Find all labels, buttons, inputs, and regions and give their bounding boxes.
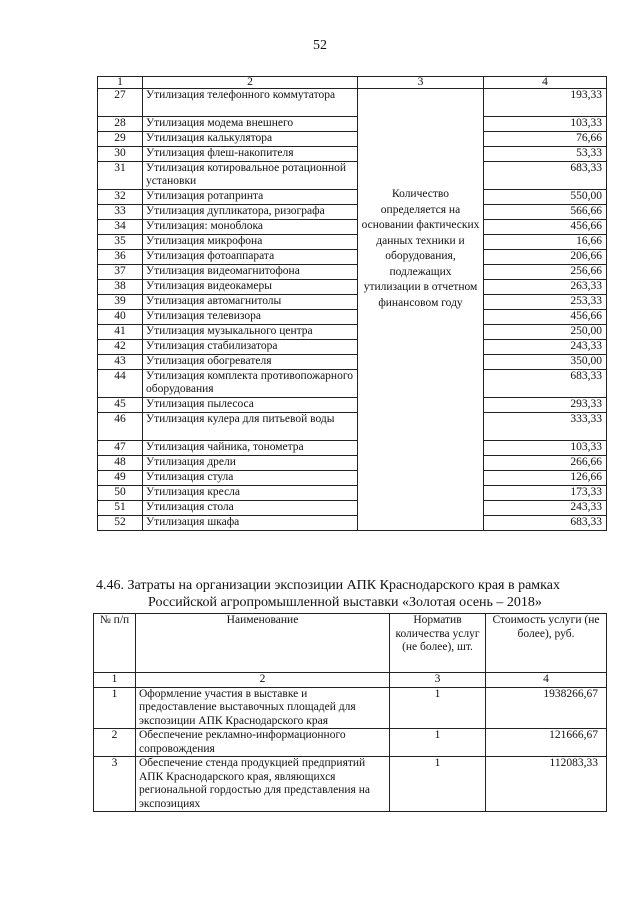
row-number: 43: [98, 355, 143, 370]
table-row: [94, 687, 607, 729]
row-name: Обеспечение стенда продукцией предприятий АПК Краснодарского края, являющихся региональной гордостью для представления на экспозициях: [136, 757, 390, 812]
row-value: 266,66: [484, 456, 607, 471]
table-row: [98, 117, 607, 132]
row-value: 256,66: [484, 265, 607, 280]
table-row: [98, 355, 607, 370]
row-number: 29: [98, 132, 143, 147]
row-name: Утилизация дупликатора, ризографа: [143, 205, 358, 220]
row-number: 37: [98, 265, 143, 280]
row-name: Утилизация: моноблока: [143, 220, 358, 235]
header-cost: Стоимость услуги (не более), руб.: [486, 614, 607, 673]
row-name: Утилизация котировальное ротационной установки: [143, 162, 358, 190]
table-row: [94, 757, 607, 812]
row-value: 350,00: [484, 355, 607, 370]
table-row: [98, 471, 607, 486]
row-name: Утилизация видеомагнитофона: [143, 265, 358, 280]
table-row: [98, 441, 607, 456]
row-cost: 1938266,67: [486, 687, 607, 729]
row-name: Утилизация видеокамеры: [143, 280, 358, 295]
section-title-line2: Российской агропромышленной выставки «Золотая осень – 2018»: [148, 595, 542, 610]
row-number: 50: [98, 486, 143, 501]
row-value: 683,33: [484, 370, 607, 398]
table-row: [98, 516, 607, 531]
row-name: Утилизация флеш-накопителя: [143, 147, 358, 162]
row-name: Утилизация телевизора: [143, 310, 358, 325]
table-row: [94, 729, 607, 757]
row-value: 16,66: [484, 235, 607, 250]
index-cell: 3: [390, 673, 486, 688]
row-number: 39: [98, 295, 143, 310]
table-row: [98, 501, 607, 516]
row-number: 31: [98, 162, 143, 190]
row-value: 250,00: [484, 325, 607, 340]
table-row: [98, 398, 607, 413]
row-name: Утилизация микрофона: [143, 235, 358, 250]
row-name: Утилизация чайника, тонометра: [143, 441, 358, 456]
table-row: [98, 265, 607, 280]
row-number: 49: [98, 471, 143, 486]
table-row: [98, 162, 607, 190]
row-value: 683,33: [484, 516, 607, 531]
table-row: [98, 89, 607, 117]
row-name: Утилизация телефонного коммутатора: [143, 89, 358, 117]
header-quantity: Норматив количества услуг (не более), шт.: [390, 614, 486, 673]
row-value: 173,33: [484, 486, 607, 501]
row-value: 566,66: [484, 205, 607, 220]
row-value: 683,33: [484, 162, 607, 190]
row-name: Утилизация стула: [143, 471, 358, 486]
table-row: [98, 132, 607, 147]
row-number: 36: [98, 250, 143, 265]
table2-index-row: [94, 673, 607, 688]
row-value: 53,33: [484, 147, 607, 162]
table1-header-row: [98, 77, 607, 89]
row-value: 333,33: [484, 413, 607, 441]
table-row: [98, 310, 607, 325]
header-cell: 4: [484, 77, 607, 89]
row-value: 193,33: [484, 89, 607, 117]
row-name: Утилизация стабилизатора: [143, 340, 358, 355]
row-name: Утилизация пылесоса: [143, 398, 358, 413]
index-cell: 2: [136, 673, 390, 688]
row-name: Утилизация фотоаппарата: [143, 250, 358, 265]
header-cell: 2: [143, 77, 358, 89]
table-row: [98, 280, 607, 295]
row-value: 456,66: [484, 220, 607, 235]
row-number: 47: [98, 441, 143, 456]
row-name: Утилизация кресла: [143, 486, 358, 501]
row-number: 32: [98, 190, 143, 205]
disposal-costs-table: [97, 76, 607, 531]
table-row: [98, 250, 607, 265]
row-number: 33: [98, 205, 143, 220]
row-name: Утилизация музыкального центра: [143, 325, 358, 340]
row-value: 263,33: [484, 280, 607, 295]
row-number: 42: [98, 340, 143, 355]
row-value: 253,33: [484, 295, 607, 310]
row-number: 2: [94, 729, 136, 757]
row-cost: 121666,67: [486, 729, 607, 757]
row-name: Оформление участия в выставке и предоставление выставочных площадей для экспозиции АПК Краснодарского края: [136, 687, 390, 729]
row-number: 44: [98, 370, 143, 398]
header-name: Наименование: [136, 614, 390, 673]
row-value: 293,33: [484, 398, 607, 413]
page-number: 52: [313, 38, 327, 53]
table-row: [98, 220, 607, 235]
table-row: [98, 147, 607, 162]
row-number: 51: [98, 501, 143, 516]
row-number: 45: [98, 398, 143, 413]
table-row: [98, 340, 607, 355]
row-name: Утилизация ротапринта: [143, 190, 358, 205]
row-quantity: 1: [390, 729, 486, 757]
row-value: 243,33: [484, 340, 607, 355]
row-value: 76,66: [484, 132, 607, 147]
row-number: 38: [98, 280, 143, 295]
row-number: 30: [98, 147, 143, 162]
row-number: 34: [98, 220, 143, 235]
row-name: Утилизация автомагнитолы: [143, 295, 358, 310]
header-cell: 1: [98, 77, 143, 89]
row-name: Утилизация кулера для питьевой воды: [143, 413, 358, 441]
row-number: 3: [94, 757, 136, 812]
table-row: [98, 413, 607, 441]
table-row: [98, 235, 607, 250]
table-row: [98, 325, 607, 340]
row-number: 35: [98, 235, 143, 250]
row-value: 456,66: [484, 310, 607, 325]
row-value: 103,33: [484, 117, 607, 132]
row-name: Утилизация комплекта противопожарного оборудования: [143, 370, 358, 398]
row-number: 48: [98, 456, 143, 471]
row-name: Утилизация стола: [143, 501, 358, 516]
row-number: 27: [98, 89, 143, 117]
row-number: 52: [98, 516, 143, 531]
header-cell: 3: [358, 77, 484, 89]
row-name: Утилизация модема внешнего: [143, 117, 358, 132]
table2-header-row: [94, 614, 607, 673]
row-value: 103,33: [484, 441, 607, 456]
table-row: [98, 205, 607, 220]
exhibition-costs-table: [93, 613, 607, 812]
section-title-line1: 4.46. Затраты на организации экспозиции АПК Краснодарского края в рамках: [96, 578, 560, 593]
row-number: 40: [98, 310, 143, 325]
table-row: [98, 295, 607, 310]
row-value: 550,00: [484, 190, 607, 205]
table-row: [98, 190, 607, 205]
row-name: Утилизация обогревателя: [143, 355, 358, 370]
row-number: 28: [98, 117, 143, 132]
row-number: 46: [98, 413, 143, 441]
row-name: Утилизация шкафа: [143, 516, 358, 531]
quantity-note: Количество определяется на основании фактических данных техники и оборудования, подлежащих утилизации в отчетном финансовом году: [358, 89, 484, 531]
table-row: [98, 370, 607, 398]
row-name: Утилизация дрели: [143, 456, 358, 471]
table-row: [98, 486, 607, 501]
index-cell: 1: [94, 673, 136, 688]
row-number: 41: [98, 325, 143, 340]
row-value: 126,66: [484, 471, 607, 486]
row-value: 206,66: [484, 250, 607, 265]
row-number: 1: [94, 687, 136, 729]
row-name: Утилизация калькулятора: [143, 132, 358, 147]
row-quantity: 1: [390, 687, 486, 729]
row-cost: 112083,33: [486, 757, 607, 812]
header-number: № п/п: [94, 614, 136, 673]
row-value: 243,33: [484, 501, 607, 516]
index-cell: 4: [486, 673, 607, 688]
row-name: Обеспечение рекламно-информационного сопровождения: [136, 729, 390, 757]
row-quantity: 1: [390, 757, 486, 812]
table-row: [98, 456, 607, 471]
section-title: [96, 577, 606, 611]
